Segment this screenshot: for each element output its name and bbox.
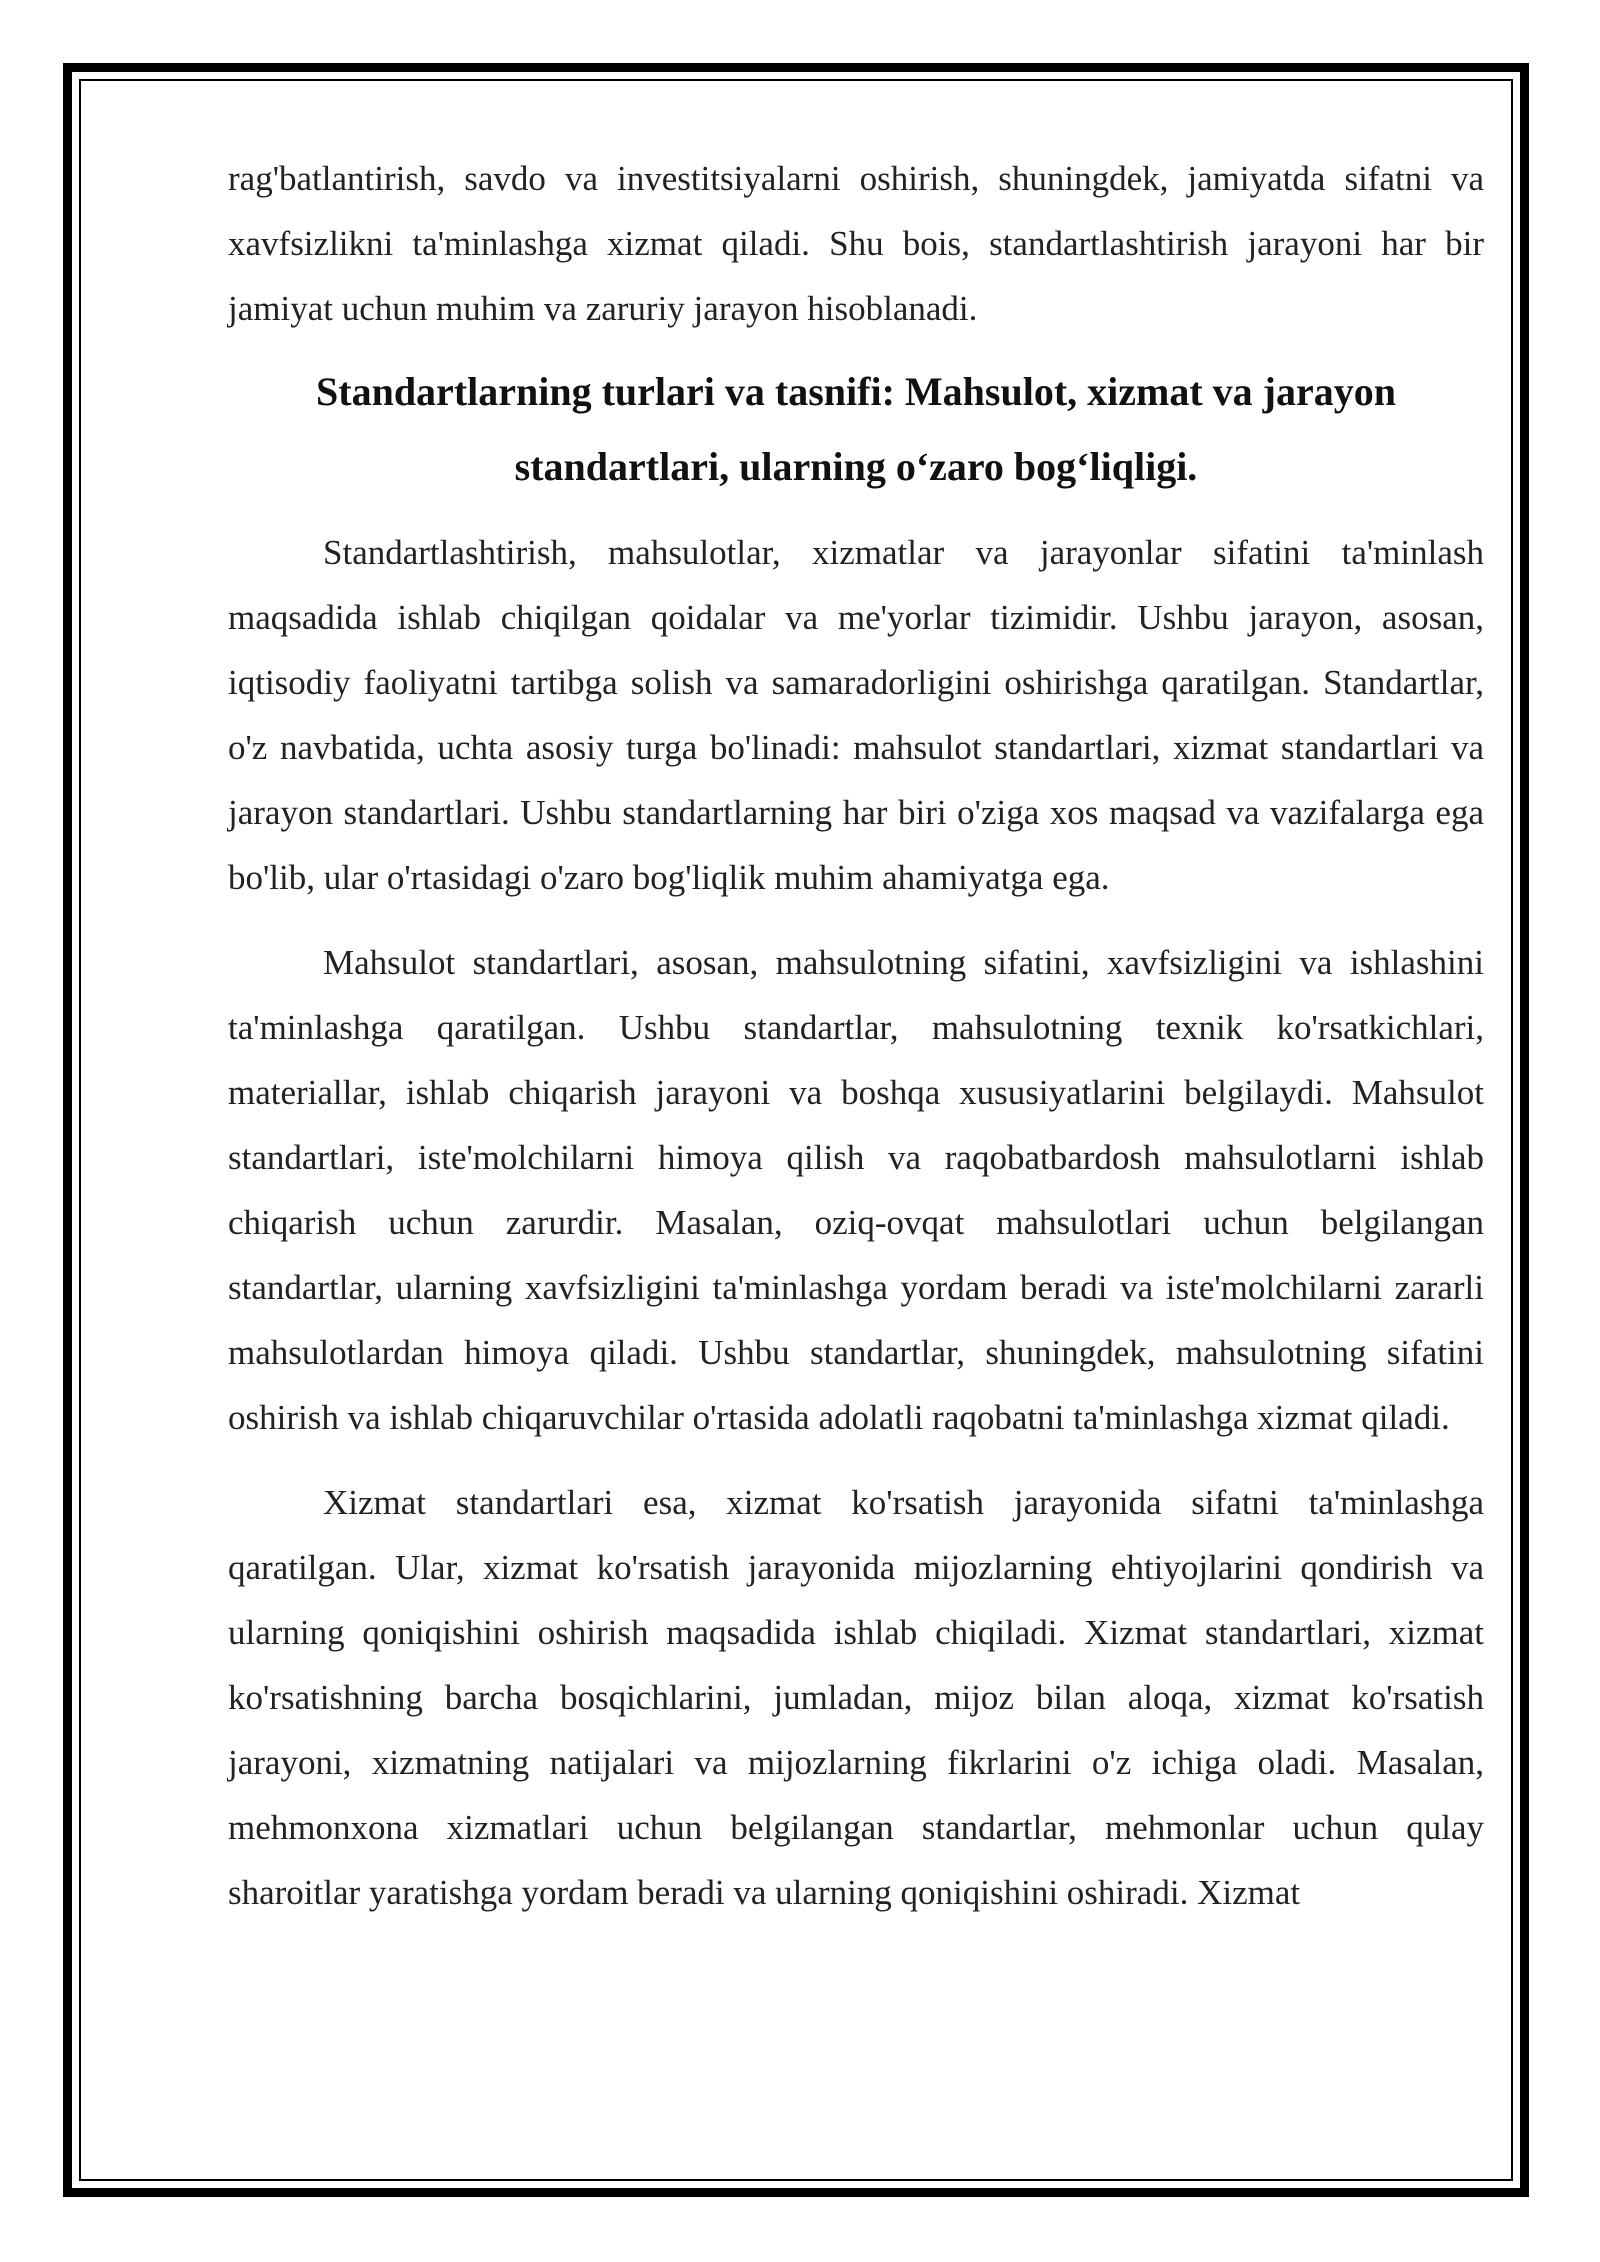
paragraph-service-standards: Xizmat standartlari esa, xizmat ko'rsatish jarayonida sifatni ta'minlashga qaratilgan. Ular, xizmat ko'rsatish jarayonida mijozlarning ehtiyojlarini qondirish va ularning qoniqishini oshirish maqsadida ishlab chiqiladi. Xizmat standartlari, xizmat ko'rsatishning barcha bosqichlarini, jumladan, mijoz bilan aloqa, xizmat ko'rsatish jarayoni, xizmatning natijalari va mijozlarning fikrlarini o'z ichiga oladi. Masalan, mehmonxona xizmatlari uchun belgilangan standartlar, mehmonlar uchun qulay sharoitlar yaratishga yordam beradi va ularning qoniqishini oshiradi. Xizmat [228,1483,1484,1912]
paragraph-standards-intro: Standartlashtirish, mahsulotlar, xizmatlar va jarayonlar sifatini ta'minlash maqsadida ishlab chiqilgan qoidalar va me'yorlar tizimidir. Ushbu jarayon, asosan, iqtisodiy faoliyatni tartibga solish va samaradorligini oshirishga qaratilgan. Standartlar, o'z navbatida, uchta asosiy turga bo'linadi: mahsulot standartlari, xizmat standartlari va jarayon standartlari. Ushbu standartlarning har biri o'ziga xos maqsad va vazifalarga ega bo'lib, ular o'rtasidagi o'zaro bog'liqlik muhim ahamiyatga ega. [228,533,1484,897]
paragraph-continued: rag'batlantirish, savdo va investitsiyalarni oshirish, shuningdek, jamiyatda sifatni va xavfsizlikni ta'minlashga xizmat qiladi. Shu bois, standartlashtirish jarayoni har bir jamiyat uchun muhim va zaruriy jarayon hisoblanadi. [228,159,1484,328]
paragraph-product-standards: Mahsulot standartlari, asosan, mahsulotning sifatini, xavfsizligini va ishlashini ta'minlashga qaratilgan. Ushbu standartlar, mahsulotning texnik ko'rsatkichlari, materiallar, ishlab chiqarish jarayoni va boshqa xususiyatlarini belgilaydi. Mahsulot standartlari, iste'molchilarni himoya qilish va raqobatbardosh mahsulotlarni ishlab chiqarish uchun zarurdir. Masalan, oziq-ovqat mahsulotlari uchun belgilangan standartlar, ularning xavfsizligini ta'minlashga yordam beradi va iste'molchilarni zararli mahsulotlardan himoya qiladi. Ushbu standartlar, shuningdek, mahsulotning sifatini oshirish va ishlab chiqaruvchilar o'rtasida adolatli raqobatni ta'minlashga xizmat qiladi. [228,943,1484,1437]
document-body [228,146,1484,1925]
section-heading: Standartlarning turlari va tasnifi: Mahsulot, xizmat va jarayon standartlari, ularning o‘zaro bog‘liqligi. [316,369,1396,489]
